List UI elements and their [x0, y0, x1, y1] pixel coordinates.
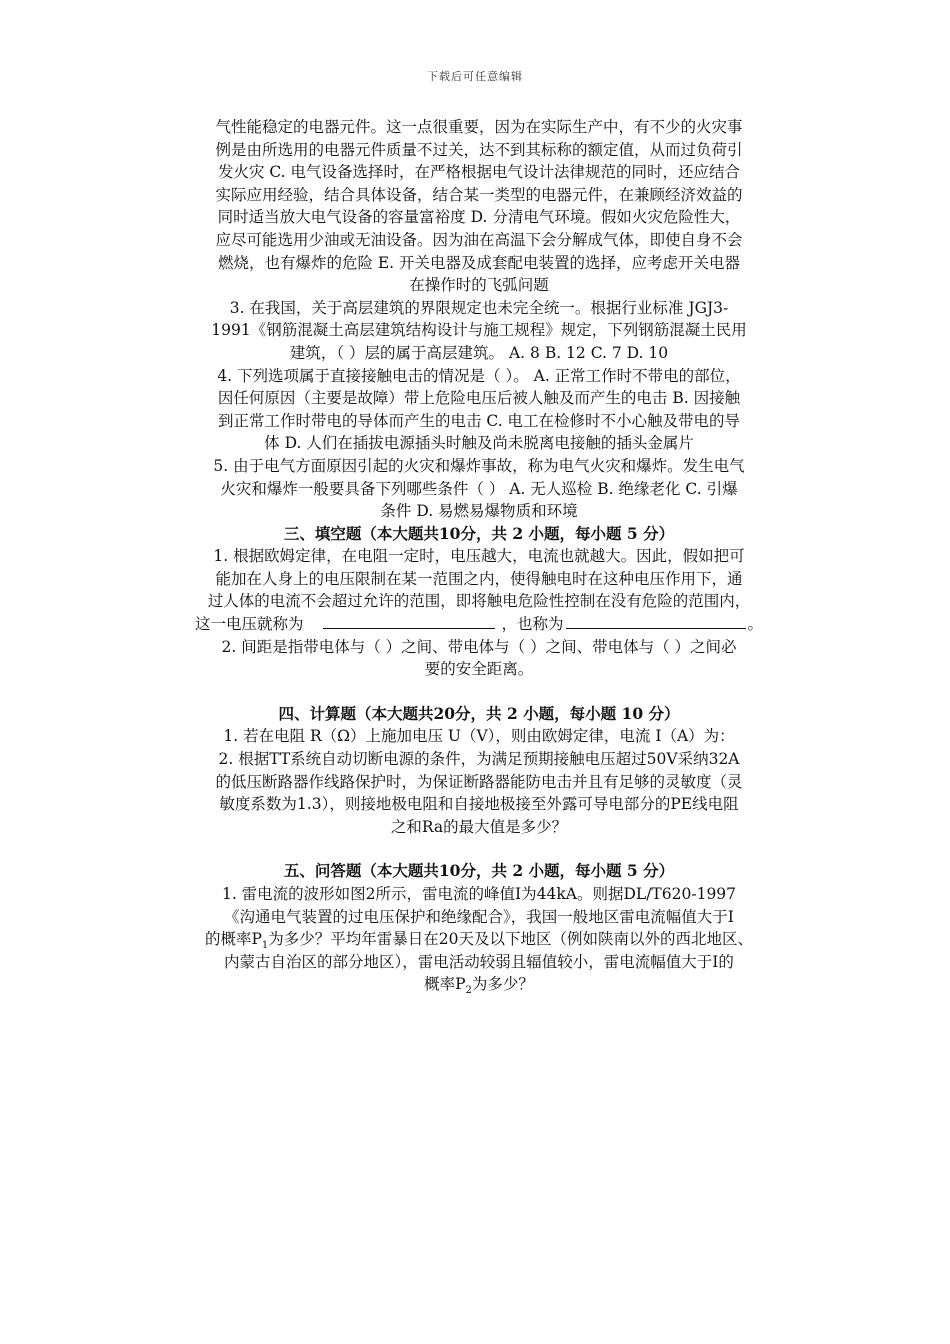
text-fragment: 。: [747, 615, 764, 634]
page-header: 下载后可任意编辑: [427, 70, 523, 83]
text-line: 2. 间距是指带电体与（ ）之间、带电体与（ ）之间、带电体与（ ）之间必: [221, 637, 737, 656]
answer-blank[interactable]: [323, 614, 495, 629]
text-line: 内蒙古自治区的部分地区），雷电活动较弱且辐值较小，雷电流幅值大于I的: [224, 952, 734, 971]
section-heading: 四、计算题（本大题共20分，共 2 小题，每小题 10 分）: [278, 703, 680, 723]
subscript: 2: [465, 985, 472, 997]
spacer: [148, 681, 810, 703]
section-heading: 三、填空题（本大题共10分，共 2 小题，每小题 5 分）: [283, 523, 675, 543]
text-line: 5. 由于电气方面原因引起的火灾和爆炸事故，称为电气火灾和爆炸。发生电气: [213, 456, 745, 475]
text-line: 体 D. 人们在插拔电源插头时触及尚未脱离电接触的插头金属片: [264, 434, 694, 453]
text-line: 《沟通电气装置的过电压保护和绝缘配合》，我国一般地区雷电流幅值大于I: [224, 907, 734, 926]
subscript: 1: [261, 940, 269, 952]
text-fragment: 为多少？: [471, 975, 534, 994]
text-line: 敏度系数为1.3），则接地极电阻和自接地极接至外露可导电部分的PE线电阻: [219, 795, 739, 814]
text-line: 3. 在我国，关于高层建筑的界限规定也未完全统一。根据行业标准 JGJ3-: [229, 298, 729, 317]
spacer: [148, 838, 810, 860]
text-line: 气性能稳定的电器元件。这一点很重要，因为在实际生产中，有不少的火灾事: [215, 118, 743, 136]
text-fragment: 为多少？平均年雷暴日在20天及以下地区（例如陕南以外的西北地区、: [268, 930, 754, 949]
answer-blank[interactable]: [566, 614, 746, 629]
text-line: 例是由所选用的电器元件质量不过关，达不到其标称的额定值，从而过负荷引: [215, 140, 743, 159]
section-heading: 五、问答题（本大题共10分，共 2 小题，每小题 5 分）: [283, 861, 675, 881]
text-line: 因任何原因（主要是故障）带上危险电压后被人触及而产生的电击 B. 因接触: [217, 389, 741, 408]
text-line: 2. 根据TT系统自动切断电源的条件，为满足预期接触电压超过50V采纳32A: [218, 750, 740, 769]
text-line: 同时适当放大电气设备的容量富裕度 D. 分清电气环境。假如火灾危险性大，: [217, 208, 741, 227]
section-3: [148, 523, 810, 681]
text-line: [148, 928, 810, 951]
text-line: 火灾和爆炸一般要具备下列哪些条件（ ） A. 无人巡检 B. 绝缘老化 C. 引爆: [220, 479, 738, 498]
text-line: 1991《钢筋混凝土高层建筑结构设计与施工规程》规定，下列钢筋混凝土民用: [211, 321, 747, 340]
text-line: 的低压断路器作线路保护时，为保证断路器能防电击并且有足够的灵敏度（灵: [215, 772, 743, 791]
text-line: 到正常工作时带电的导体而产生的电击 C. 电工在检修时不小心触及带电的导: [217, 411, 741, 430]
text-fragment: 这一电压就称为: [194, 615, 304, 634]
text-fragment: 概率P: [424, 975, 466, 994]
section-5: [148, 860, 810, 996]
text-line: 建筑，（ ）层的属于高层建筑。 A. 8 B. 12 C. 7 D. 10: [289, 343, 669, 362]
text-line: [148, 973, 810, 996]
text-line: 1. 雷电流的波形如图2所示，雷电流的峰值I为44kA。则据DL/T620-1997: [221, 885, 737, 903]
question-3: [148, 297, 810, 365]
text-line: 应尽可能选用少油或无油设备。因为油在高温下会分解成气体，即使自身不会: [215, 230, 743, 249]
text-line: 之和Ra的最大值是多少？: [390, 817, 568, 836]
text-fragment: 的概率P: [204, 930, 262, 949]
fill-blank-line: [148, 613, 810, 636]
text-line: 1. 根据欧姆定律，在电阻一定时，电压越大，电流也就越大。因此，假如把可: [213, 547, 745, 566]
text-line: 实际应用经验，结合具体设备，结合某一类型的电器元件，在兼顾经济效益的: [215, 185, 743, 204]
text-line: 1. 若在电阻 R（Ω）上施加电压 U（V），则由欧姆定律，电流 I（A）为：: [223, 727, 735, 746]
text-line: 条件 D. 易燃易爆物质和环境: [380, 502, 578, 521]
text-line: 发火灾 C. 电气设备选择时，在严格根据电气设计法律规范的同时，还应结合: [217, 163, 741, 182]
section-4: [148, 703, 810, 839]
text-line: 在操作时的飞弧问题: [409, 276, 549, 295]
text-fragment: ，也称为: [501, 615, 564, 634]
question-4: [148, 365, 810, 455]
text-line: 要的安全距离。: [424, 660, 534, 679]
section2-continuation: [148, 116, 810, 297]
document-body: [148, 116, 810, 996]
text-line: 燃烧，也有爆炸的危险 E. 开关电器及成套配电装置的选择，应考虑开关电器: [217, 253, 741, 272]
text-line: 过人体的电流不会超过允许的范围，即将触电危险性控制在没有危险的范围内，: [207, 592, 751, 611]
question-5: [148, 455, 810, 523]
text-line: 能加在人身上的电压限制在某一范围之内，使得触电时在这种电压作用下，通: [215, 569, 743, 588]
text-line: 4. 下列选项属于直接接触电击的情况是（ ）。 A. 正常工作时不带电的部位，: [217, 366, 741, 385]
